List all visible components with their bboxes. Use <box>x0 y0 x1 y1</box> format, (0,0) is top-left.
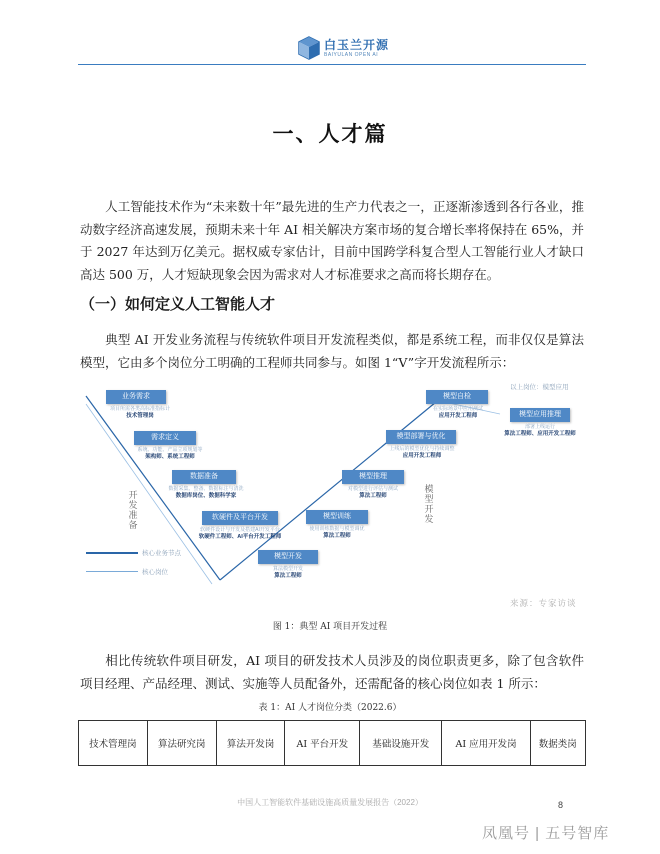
node-model-development-desc: 算法模型开发 <box>272 566 303 572</box>
node-model-development: 模型开发 <box>258 550 318 564</box>
table-caption: 表 1：AI 人才岗位分类（2022.6） <box>258 703 402 713</box>
paragraph-intro-text: 人工智能技术作为“未来数十年”最先进的生产力代表之一，正逐渐渗透到各行各业，推动数字经济高速发展，预期未来十年 AI 相关解决方案市场的复合增长率将保持在 65%，并于 2027 年达到万亿美元。据权威专家估计，目前中国跨学科复合型人工智能行业人才缺口高达 500 万，人才短缺现象会因为需求对人才标准要求之高而将长期存在。 <box>80 199 584 282</box>
logo-subtitle: BAIYULAN OPEN AI <box>324 52 379 58</box>
node-model-deployment-role: 应用开发工程师 <box>402 453 442 459</box>
figure-caption: 图 1：典型 AI 项目开发过程 <box>272 622 388 632</box>
node-requirement-definition-role: 架构师、系统工程师 <box>145 454 195 460</box>
node-model-training: 模型训练 <box>306 510 368 524</box>
logo-cube-icon <box>298 36 320 60</box>
node-business-need-desc: 项目所需各类高标准指标计 <box>109 406 170 412</box>
phase-label-left: 开发准备 <box>128 490 138 530</box>
logo-name: 白玉兰开源 <box>324 38 390 52</box>
node-model-self-check-role: 应用开发工程师 <box>438 413 478 419</box>
page-number: 8 <box>558 800 564 810</box>
node-data-preparation: 数据准备 <box>172 470 236 484</box>
phase-label-right: 模型开发 <box>424 484 434 524</box>
node-model-deployment-desc: 上线后的模型优化与持续调整 <box>389 446 455 452</box>
v-process-figure <box>80 380 584 616</box>
node-business-need-role: 技术管理岗 <box>126 413 154 419</box>
role-table <box>78 720 586 766</box>
node-model-self-check: 模型自检 <box>426 390 488 404</box>
table-row <box>79 721 586 766</box>
node-model-application-desc: 部署上线运行 <box>524 424 555 430</box>
chapter-title: 一、人才篇 <box>272 122 388 146</box>
node-platform-development-desc: 软硬件设计与开发及搭建AI开发平台 <box>200 527 280 533</box>
node-model-application: 模型应用推理 <box>510 408 570 422</box>
legend-label-core-role: 核心岗位 <box>142 569 168 576</box>
table-cell: 数据类岗 <box>530 721 585 766</box>
node-model-training-role: 算法工程师 <box>323 533 351 539</box>
node-data-preparation-role: 数据库岗位、数据科学家 <box>175 493 237 499</box>
legend-swatch-core-node <box>86 552 138 554</box>
figure-top-right-note: 以上岗位：模型应用 <box>510 384 569 391</box>
node-model-application-role: 算法工程师、应用开发工程师 <box>504 431 576 437</box>
legend-swatch-core-role <box>86 571 138 572</box>
watermark: 凤凰号 | 五号智库 <box>482 825 610 842</box>
footer-text: 中国人工智能软件基础设施高质量发展报告（2022） <box>237 798 423 807</box>
table-cell: AI 应用开发岗 <box>442 721 530 766</box>
node-model-inference-role: 算法工程师 <box>359 493 387 499</box>
node-model-deployment: 模型部署与优化 <box>386 430 456 444</box>
section-heading: （一）如何定义人工智能人才 <box>80 295 276 313</box>
table-cell: 技术管理岗 <box>79 721 148 766</box>
node-model-inference-desc: 对模型进行评估与测试 <box>347 486 398 492</box>
header-logo <box>290 34 400 64</box>
table-cell: AI 平台开发 <box>285 721 360 766</box>
header-divider <box>78 64 586 65</box>
node-model-development-role: 算法工程师 <box>274 573 302 579</box>
paragraph-intro <box>80 196 584 286</box>
node-requirement-definition-desc: 系统、功能、产品立项规划等 <box>137 447 203 453</box>
table-cell: 算法开发岗 <box>216 721 285 766</box>
node-model-self-check-desc: 在实际场景中应用测试 <box>432 406 483 412</box>
node-requirement-definition: 需求定义 <box>134 431 196 445</box>
paragraph-process-text: 典型 AI 开发业务流程与传统软件项目开发流程类似，都是系统工程，而非仅仅是算法模型，它由多个岗位分工明确的工程师共同参与。如图 1“V”字开发流程所示： <box>80 332 584 370</box>
node-model-inference: 模型推理 <box>342 470 404 484</box>
node-platform-development-role: 软硬件工程师、AI平台开发工程师 <box>198 534 282 540</box>
table-cell: 算法研究岗 <box>147 721 216 766</box>
table-cell: 基础设施开发 <box>360 721 442 766</box>
node-business-need: 业务需求 <box>106 390 166 404</box>
node-model-training-desc: 使用训练数据与模型调优 <box>309 526 365 532</box>
paragraph-comparison-text: 相比传统软件项目研发，AI 项目的研发技术人员涉及的岗位职责更多，除了包含软件项目经理、产品经理、测试、实施等人员配备外，还需配备的核心岗位如表 1 所示： <box>80 653 584 691</box>
paragraph-process <box>80 329 584 374</box>
paragraph-comparison <box>80 650 584 695</box>
node-data-preparation-desc: 数据采集、整备、数据标注与清洗 <box>168 486 244 492</box>
figure-source: 来源：专家访谈 <box>510 599 577 609</box>
node-platform-development: 软硬件及平台开发 <box>202 511 278 525</box>
legend-label-core-node: 核心业务节点 <box>142 550 181 557</box>
